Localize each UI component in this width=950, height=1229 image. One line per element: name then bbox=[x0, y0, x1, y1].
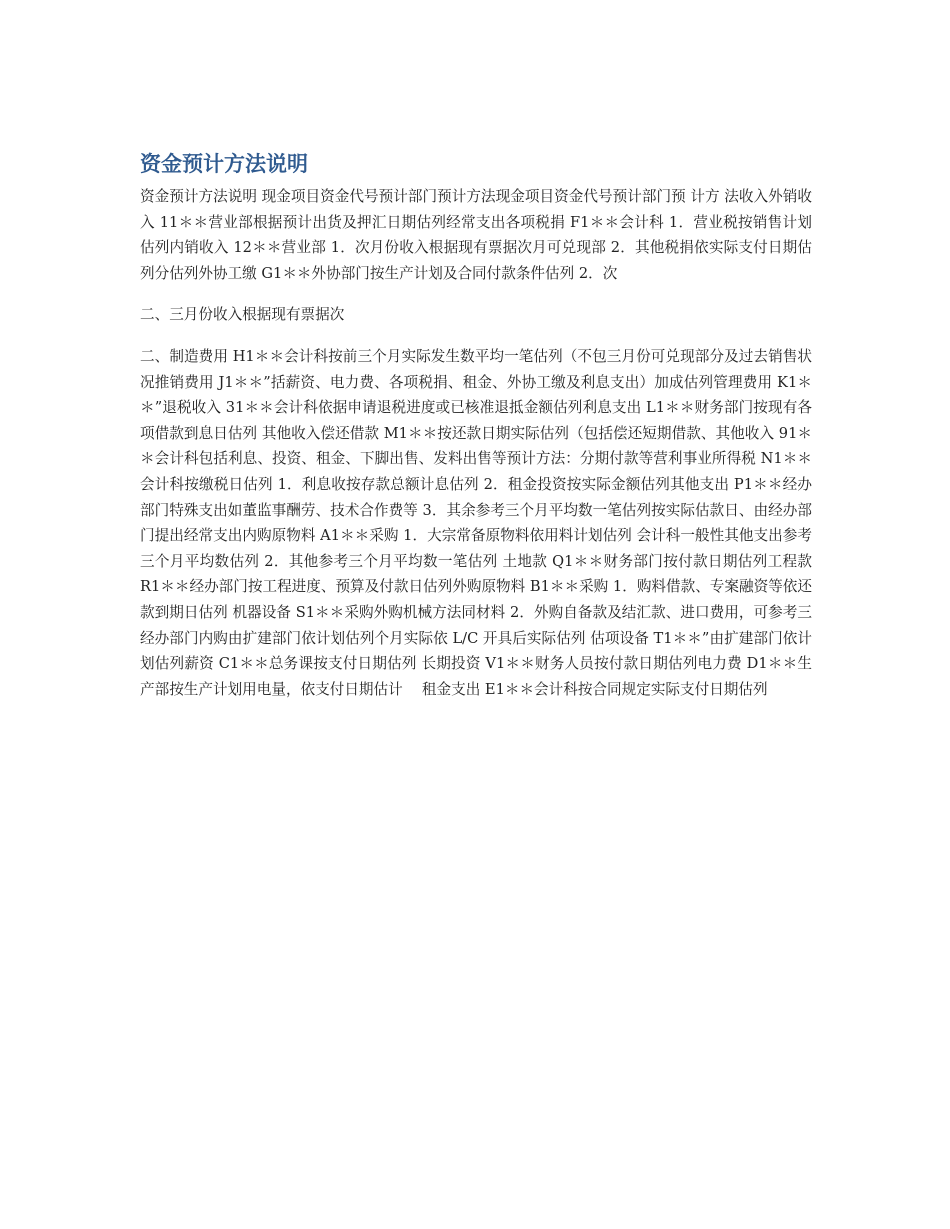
paragraph-details: 二、制造费用 H1＊＊会计科按前三个月实际发生数平均一笔估列（不包三月份可兑现部分及过去销售状况推销费用 J1＊＊”括薪资、电力费、各项税捐、租金、外协工缴及利息支出）加成估列管理费用 K1＊＊”退税收入 31＊＊会计科依据申请退税进度或已核准退抵金额估列利息支出 L1＊＊财务部门按现有各项借款到息日估列 其他收入偿还借款 M1＊＊按还款日期实际估列（包括偿还短期借款、其他收入 91＊＊会计科包括利息、投资、租金、下脚出售、发料出售等预计方法：分期付款等营利事业所得税 N1＊＊会计科按缴税日估列 1．利息收按存款总额计息估列 2．租金投资按实际金额估列其他支出 P1＊＊经办部门特殊支出如董监事酬劳、技术合作费等 3．其余参考三个月平均数一笔估列按实际估款日、由经办部门提出经常支出内购原物料 A1＊＊采购 1．大宗常备原物料依用料计划估列 会计科一般性其他支出参考三个月平均数估列 2．其他参考三个月平均数一笔估列 土地款 Q1＊＊财务部门按付款日期估列工程款 R1＊＊经办部门按工程进度、预算及付款日估列外购原物料 B1＊＊采购 1．购料借款、专案融资等依还款到期日估列 机器设备 S1＊＊采购外购机械方法同材料 2．外购自备款及结汇款、进口费用，可参考三 经办部门内购由扩建部门依计划估列个月实际依 L/C 开具后实际估列 估项设备 T1＊＊”由扩建部门依计划估列薪资 C1＊＊总务课按支付日期估列 长期投资 V1＊＊财务人员按付款日期估列电力费 D1＊＊生产部按生产计划用电量，依支付日期估计 租金支出 E1＊＊会计科按合同规定实际支付日期估列 bbox=[140, 347, 812, 698]
page-title: 资金预计方法说明 bbox=[140, 152, 308, 176]
paragraph-intro: 资金预计方法说明 现金项目资金代号预计部门预计方法现金项目资金代号预计部门预 计方 法收入外销收入 11＊＊营业部根据预计出货及押汇日期估列经常支出各项税捐 F1＊＊会计科 1．营业税按销售计划估列内销收入 12＊＊营业部 1．次月份收入根据现有票据次月可兑现部 2．其他税捐依实际支付日期估列分估列外协工缴 G1＊＊外协部门按生产计划及合同付款条件估列 2．次 bbox=[140, 188, 812, 282]
document-body bbox=[140, 148, 812, 718]
paragraph-section-heading: 二、三月份收入根据现有票据次 bbox=[140, 306, 345, 324]
